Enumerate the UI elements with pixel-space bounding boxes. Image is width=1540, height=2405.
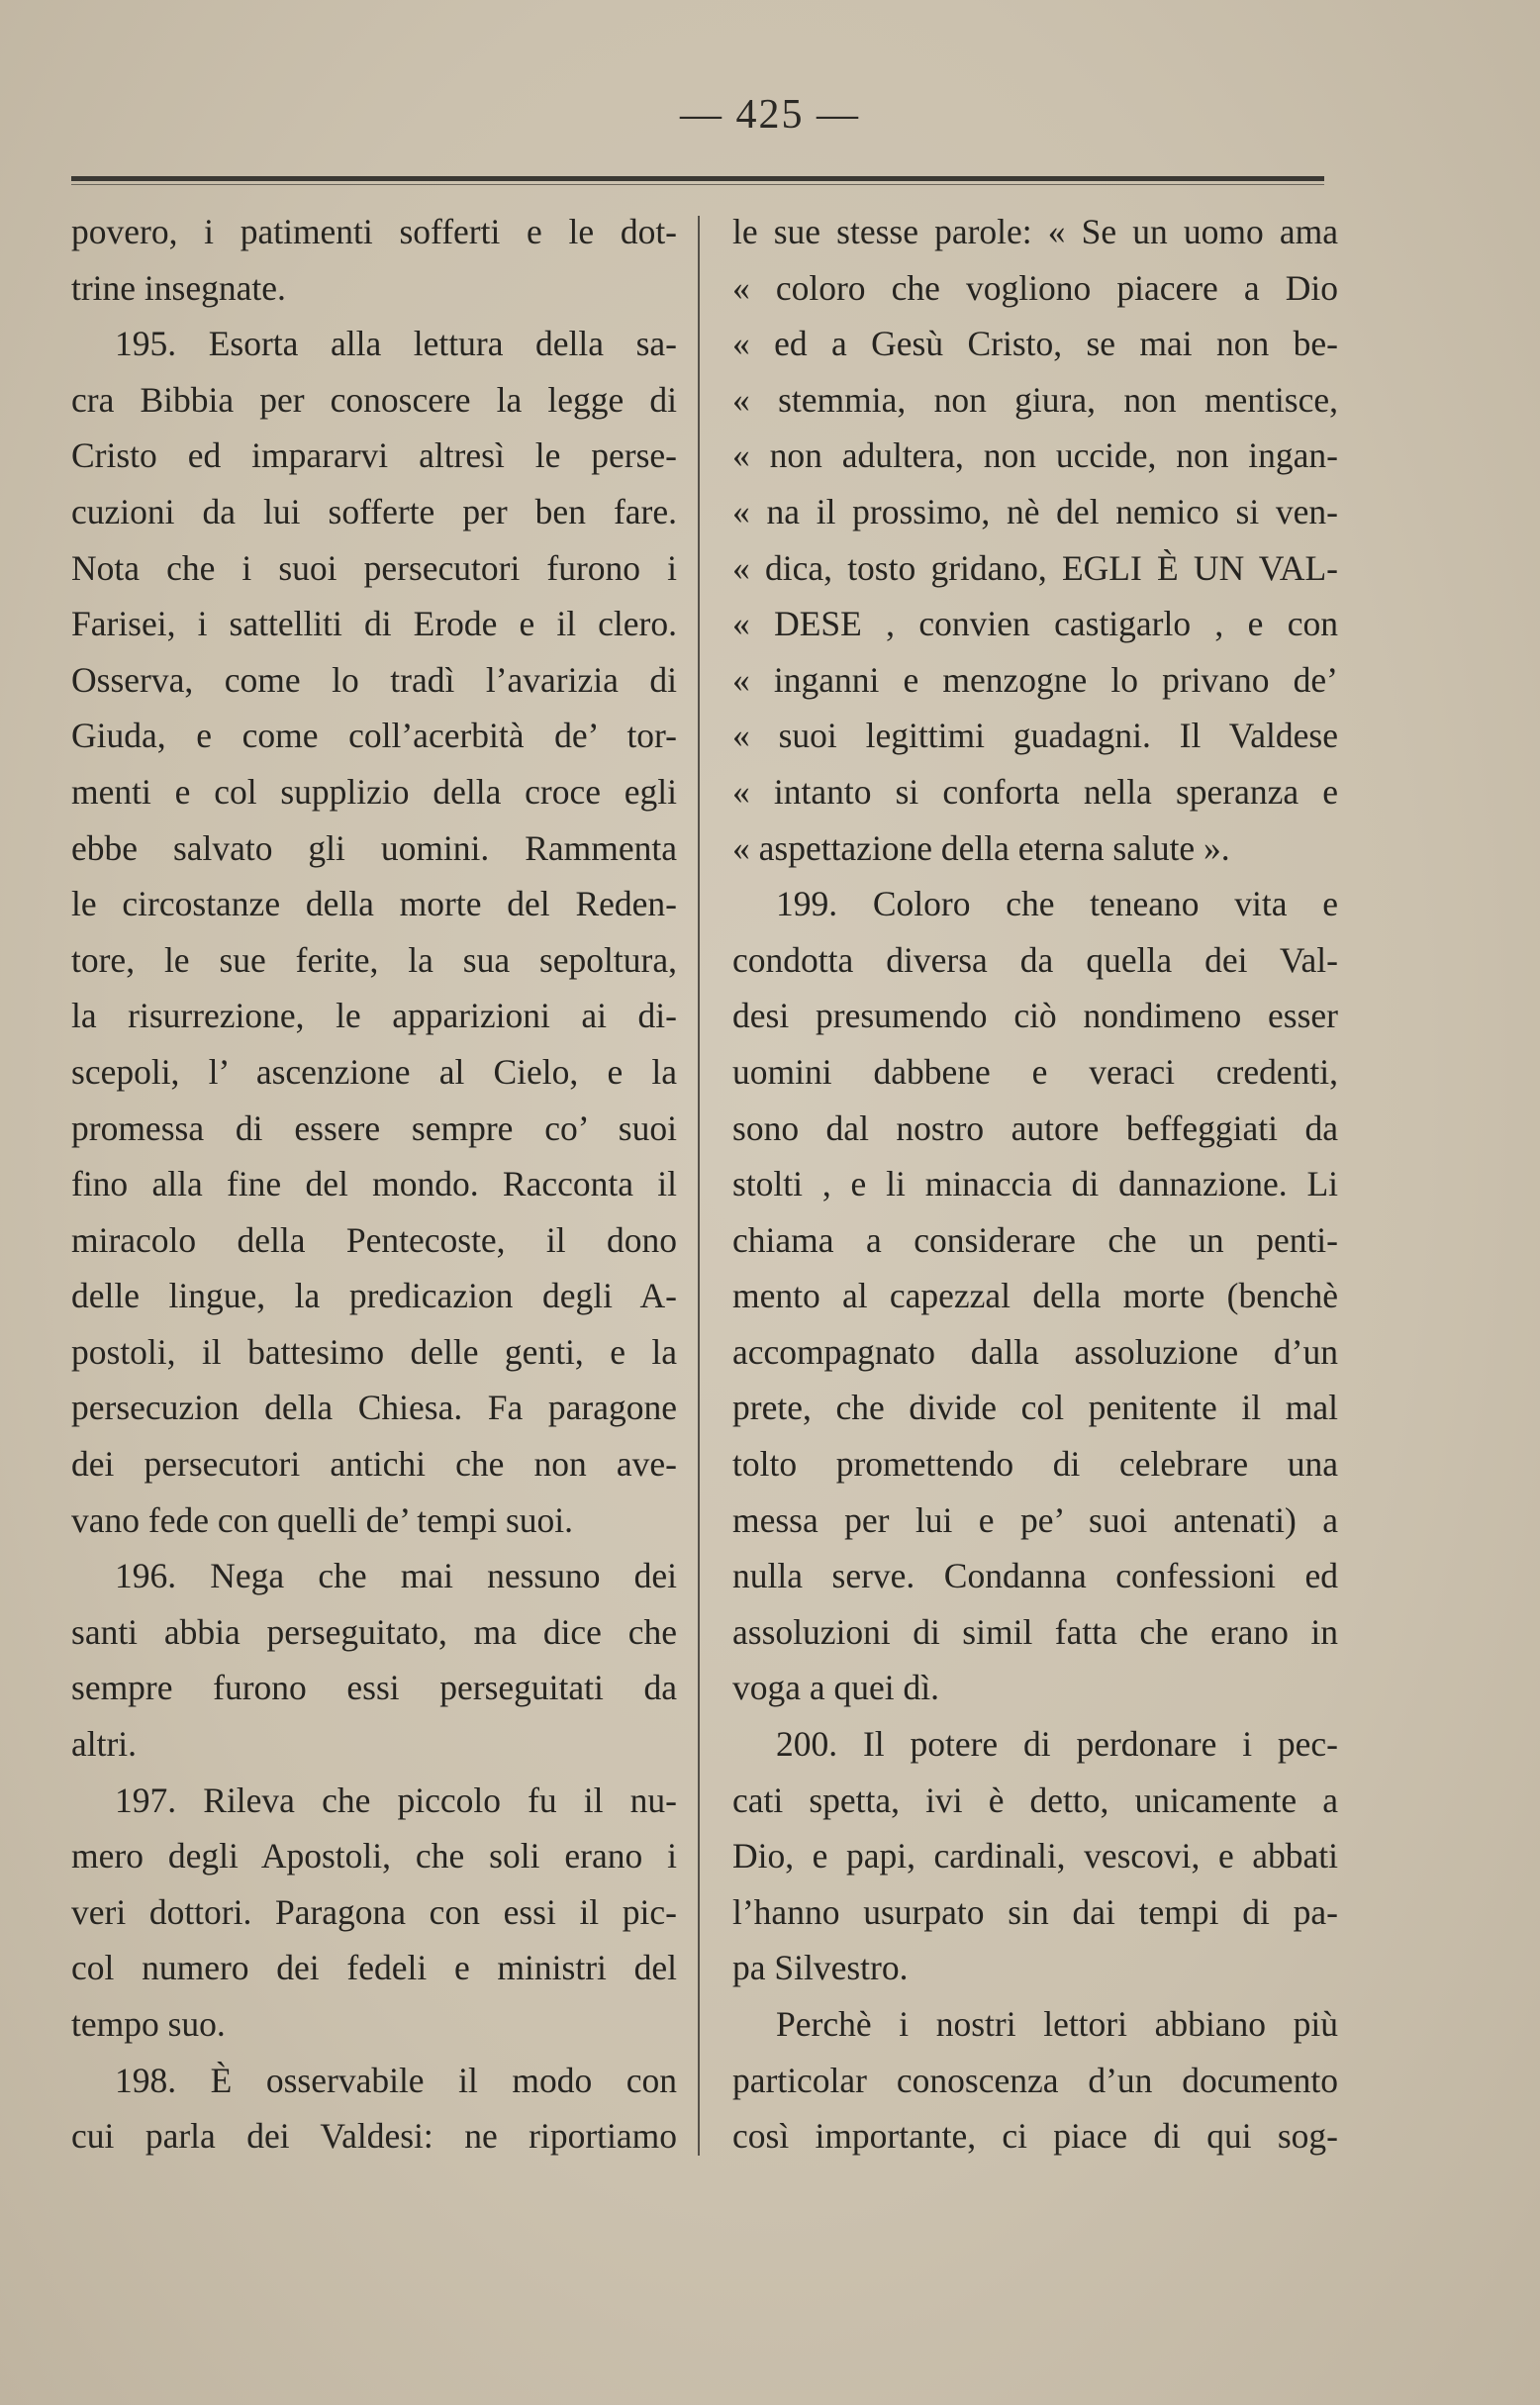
text-line: desi presumendo ciò nondimeno esser: [732, 996, 1338, 1036]
text-line: chiama a considerare che un penti-: [732, 1219, 1338, 1260]
text-line: assoluzioni di simil fatta che erano in: [732, 1611, 1338, 1652]
text-line: delle lingue, la predicazion degli A-: [71, 1276, 677, 1316]
text-line: « non adultera, non uccide, non ingan-: [732, 435, 1338, 476]
text-line: fino alla fine del mondo. Racconta il: [71, 1164, 677, 1204]
text-line: particolar conoscenza d’un documento: [732, 2060, 1338, 2100]
text-line: cui parla dei Valdesi: ne riportiamo: [71, 2116, 677, 2157]
text-line: 198. È osservabile il modo con: [115, 2060, 677, 2100]
text-line: promessa di essere sempre co’ suoi: [71, 1107, 677, 1148]
text-line: « aspettazione della eterna salute ».: [732, 827, 1230, 868]
text-line: altri.: [71, 1724, 138, 1765]
column-divider: [698, 216, 700, 2156]
text-line: persecuzion della Chiesa. Fa paragone: [71, 1388, 677, 1428]
text-line: messa per lui e pe’ suoi antenati) a: [732, 1499, 1338, 1540]
text-line: così importante, ci piace di qui sog-: [732, 2116, 1338, 2157]
text-line: santi abbia perseguitato, ma dice che: [71, 1611, 677, 1652]
text-line: menti e col supplizio della croce egli: [71, 771, 677, 812]
text-line: le circostanze della morte del Reden-: [71, 884, 677, 924]
text-line: tore, le sue ferite, la sua sepoltura,: [71, 939, 677, 980]
text-line: accompagnato dalla assoluzione d’un: [732, 1331, 1338, 1372]
text-line: « dica, tosto gridano, EGLI È UN VAL-: [732, 547, 1338, 588]
text-line: prete, che divide col penitente il mal: [732, 1388, 1338, 1428]
text-line: cati spetta, ivi è detto, unicamente a: [732, 1780, 1338, 1820]
text-line: condotta diversa da quella dei Val-: [732, 939, 1338, 980]
header-rule-thin: [71, 184, 1324, 185]
text-line: cuzioni da lui sofferte per ben fare.: [71, 491, 677, 531]
text-line: sono dal nostro autore beffeggiati da: [732, 1107, 1338, 1148]
text-line: nulla serve. Condanna confessioni ed: [732, 1556, 1338, 1596]
text-line: Dio, e papi, cardinali, vescovi, e abbati: [732, 1836, 1338, 1876]
text-line: Farisei, i sattelliti di Erode e il clero.: [71, 604, 677, 644]
text-line: pa Silvestro.: [732, 1948, 909, 1988]
text-line: « ed a Gesù Cristo, se mai non be-: [732, 324, 1338, 364]
text-line: le sue stesse parole: « Se un uomo ama: [732, 212, 1338, 251]
text-line: 199. Coloro che teneano vita e: [776, 884, 1338, 924]
text-line: « coloro che vogliono piacere a Dio: [732, 267, 1338, 308]
text-line: « inganni e menzogne lo privano de’: [732, 659, 1338, 700]
text-line: Nota che i suoi persecutori furono i: [71, 547, 677, 588]
text-line: cra Bibbia per conoscere la legge di: [71, 379, 677, 420]
text-line: 195. Esorta alla lettura della sa-: [115, 324, 677, 364]
text-line: col numero dei fedeli e ministri del: [71, 1948, 677, 1988]
page-number: — 425 —: [680, 92, 860, 138]
text-line: tempo suo.: [71, 2004, 226, 2044]
text-line: miracolo della Pentecoste, il dono: [71, 1219, 677, 1260]
right-column: [732, 204, 1338, 2164]
text-line: stolti , e li minaccia di dannazione. Li: [732, 1164, 1338, 1204]
text-line: vano fede con quelli de’ tempi suoi.: [71, 1499, 574, 1540]
text-line: « intanto si conforta nella speranza e: [732, 771, 1338, 812]
text-line: voga a quei dì.: [732, 1668, 939, 1708]
text-line: postoli, il battesimo delle genti, e la: [71, 1331, 677, 1372]
text-line: dei persecutori antichi che non ave-: [71, 1444, 677, 1485]
text-line: mero degli Apostoli, che soli erano i: [71, 1836, 677, 1876]
text-line: povero, i patimenti sofferti e le dot-: [71, 212, 677, 251]
text-line: 200. Il potere di perdonare i pec-: [776, 1724, 1338, 1765]
text-line: tolto promettendo di celebrare una: [732, 1444, 1338, 1485]
text-line: mento al capezzal della morte (benchè: [732, 1276, 1338, 1316]
header-rule: [71, 176, 1324, 181]
text-line: 196. Nega che mai nessuno dei: [115, 1556, 677, 1596]
text-line: « na il prossimo, nè del nemico si ven-: [732, 491, 1338, 531]
text-line: scepoli, l’ ascenzione al Cielo, e la: [71, 1051, 677, 1092]
text-line: veri dottori. Paragona con essi il pic-: [71, 1891, 677, 1932]
left-column: [71, 204, 677, 2164]
text-line: Cristo ed impararvi altresì le perse-: [71, 435, 677, 476]
text-line: sempre furono essi perseguitati da: [71, 1668, 677, 1708]
text-line: Perchè i nostri lettori abbiano più: [776, 2004, 1338, 2044]
text-line: l’hanno usurpato sin dai tempi di pa-: [732, 1891, 1338, 1932]
text-line: uomini dabbene e veraci credenti,: [732, 1051, 1338, 1092]
text-line: « stemmia, non giura, non mentisce,: [732, 379, 1338, 420]
text-line: « DESE , convien castigarlo , e con: [732, 604, 1338, 644]
text-line: Osserva, come lo tradì l’avarizia di: [71, 659, 677, 700]
text-line: la risurrezione, le apparizioni ai di-: [71, 996, 677, 1036]
text-line: Giuda, e come coll’acerbità de’ tor-: [71, 716, 677, 756]
text-line: ebbe salvato gli uomini. Rammenta: [71, 827, 677, 868]
text-line: « suoi legittimi guadagni. Il Valdese: [732, 716, 1338, 756]
text-line: 197. Rileva che piccolo fu il nu-: [115, 1780, 677, 1820]
text-line: trine insegnate.: [71, 267, 286, 308]
